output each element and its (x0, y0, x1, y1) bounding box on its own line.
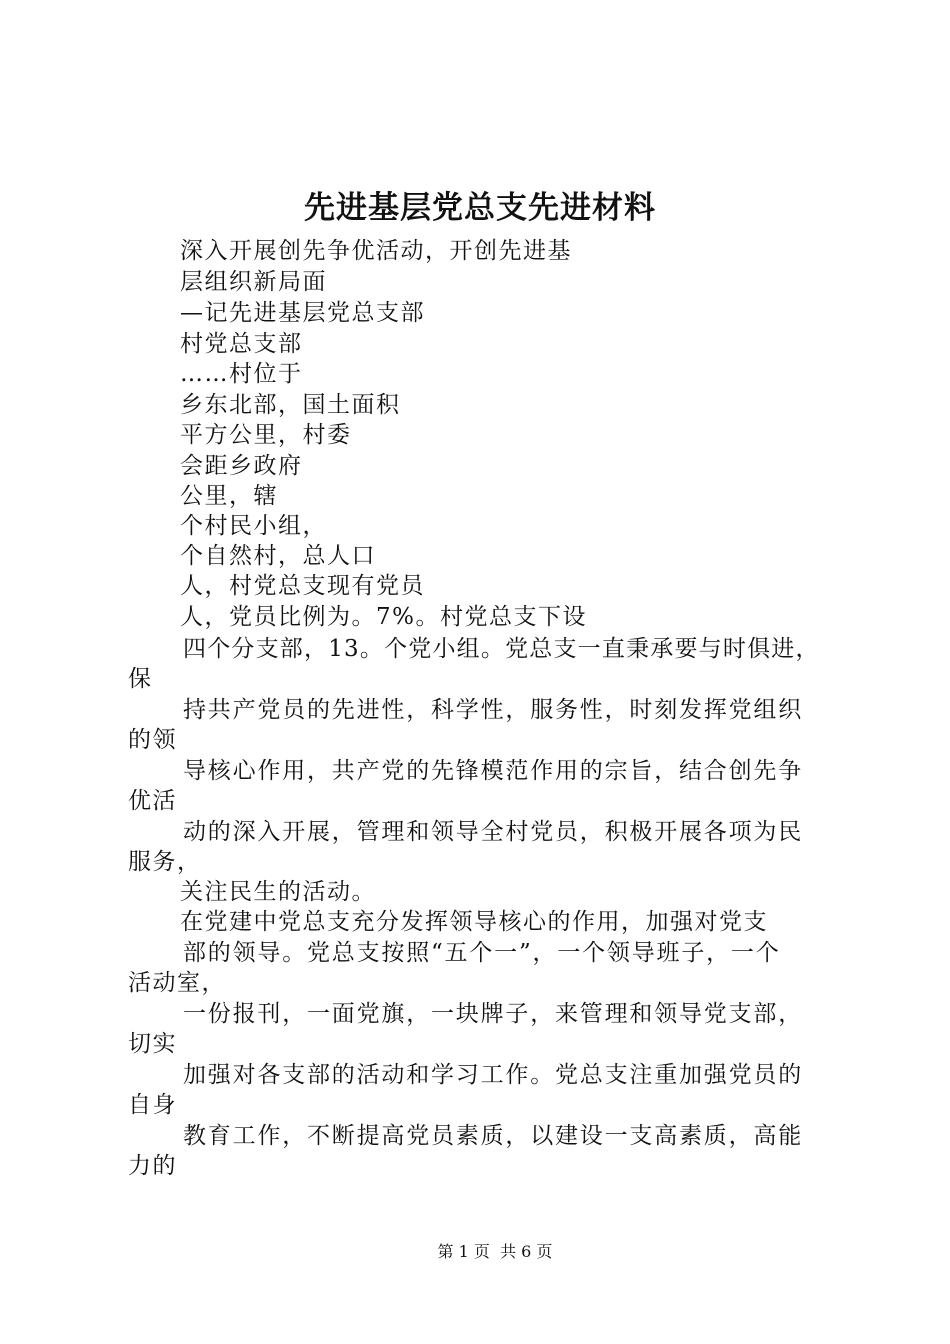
body-line: 保 (128, 666, 153, 692)
body-line: 个自然村，总人口 (180, 543, 376, 569)
body-line: 人，党员比例为。7%。村党总支下设 (180, 604, 587, 630)
body-line: 人，村党总支现有党员 (180, 573, 425, 599)
body-line: 乡东北部，国土面积 (180, 392, 401, 418)
body-line: 服务， (128, 849, 202, 875)
body-line: 自身 (128, 1092, 177, 1118)
body-line: 一份报刊，一面党旗，一块牌子，来管理和领导党支部， (183, 1001, 803, 1027)
body-line: 优活 (128, 788, 177, 814)
body-line: 力的 (128, 1153, 177, 1179)
body-line: 动的深入开展，管理和领导全村党员，积极开展各项为民 (183, 819, 803, 845)
body-line: 教育工作，不断提高党员素质，以建设一支高素质，高能 (183, 1123, 803, 1149)
body-line: 切实 (128, 1031, 177, 1057)
body-line: 村党总支部 (180, 331, 303, 357)
body-line: 持共产党员的先进性，科学性，服务性，时刻发挥党组织 (183, 697, 803, 723)
body-line: 公里，辖 (180, 483, 278, 509)
body-line: 平方公里，村委 (180, 422, 352, 448)
body-line: —记先进基层党总支部 (180, 300, 425, 326)
body-line: 个村民小组， (180, 513, 327, 539)
body-line: 关注民生的活动。 (180, 879, 376, 905)
body-line: 加强对各支部的活动和学习工作。党总支注重加强党员的 (183, 1062, 803, 1088)
body-line: 四个分支部，13。个党小组。党总支一直秉承要与时俱进， (183, 636, 820, 662)
body-line: 在党建中党总支充分发挥领导核心的作用，加强对党支 (180, 909, 768, 935)
body-line: 导核心作用，共产党的先锋模范作用的宗旨，结合创先争 (183, 758, 803, 784)
body-line: 深入开展创先争优活动，开创先进基 (180, 238, 572, 264)
page-number-footer: 第 1 页 共 6 页 (437, 1242, 553, 1261)
body-line: ……村位于 (180, 361, 303, 387)
body-line: 活动室， (128, 970, 226, 996)
body-line: 部的领导。党总支按照“五个一”，一个领导班子，一个 (183, 940, 781, 966)
body-line: 会距乡政府 (180, 453, 303, 479)
body-line: 层组织新局面 (180, 269, 327, 295)
body-line: 的领 (128, 727, 177, 753)
document-title: 先进基层党总支先进材料 (304, 190, 656, 226)
